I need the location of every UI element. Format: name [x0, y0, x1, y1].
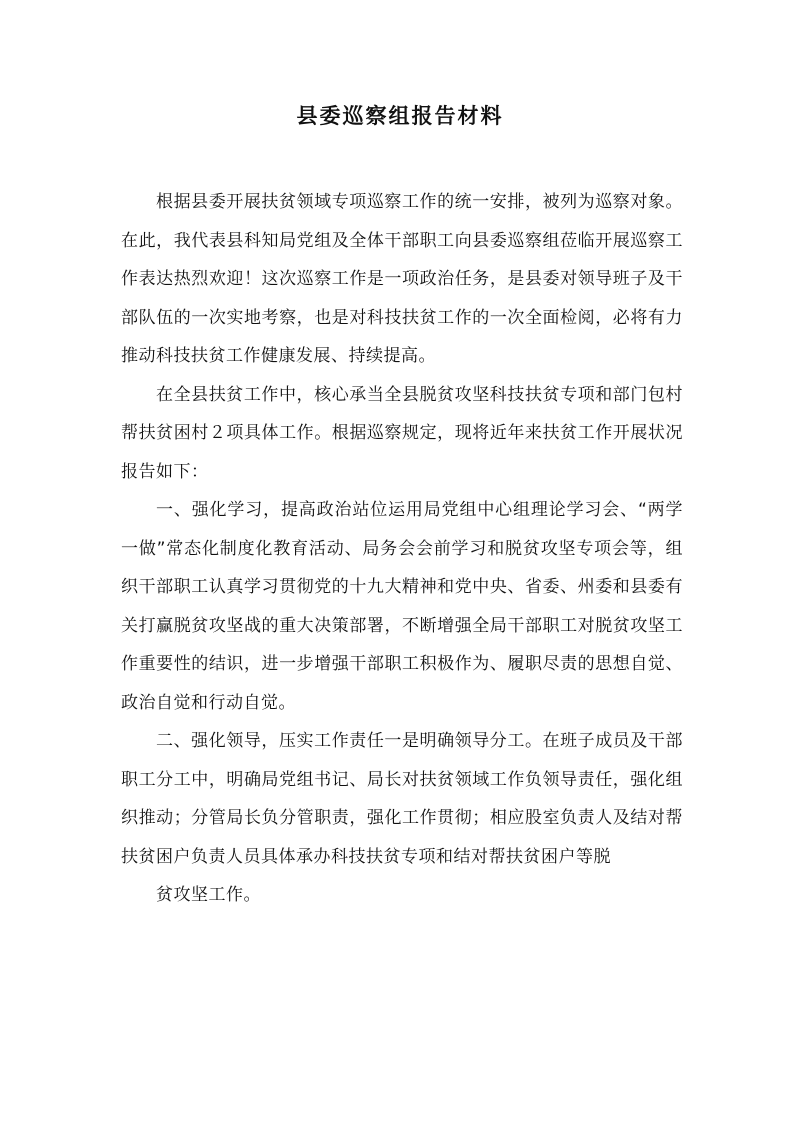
document-body	[121, 183, 683, 915]
paragraph-overview: 在全县扶贫工作中，核心承当全县脱贫攻坚科技扶贫专项和部门包村帮扶贫困村２项具体工作。根据巡察规定，现将近年来扶贫工作开展状况报告如下：	[121, 384, 683, 482]
paragraph-continuation: 贫攻坚工作。	[156, 885, 261, 905]
paragraph-section-two: 二、强化领导，压实工作责任一是明确领导分工。在班子成员及干部职工分工中，明确局党组书记、局长对扶贫领域工作负领导责任，强化组织推动；分管局长负分管职责，强化工作贯彻；相应股室负责人及结对帮扶贫困户负责人员具体承办科技扶贫专项和结对帮扶贫困户等脱	[121, 731, 683, 867]
paragraph-intro: 根据县委开展扶贫领域专项巡察工作的统一安排，被列为巡察对象。在此，我代表县科知局党组及全体干部职工向县委巡察组莅临开展巡察工作表达热烈欢迎！这次巡察工作是一项政治任务，是县委对领导班子及干部队伍的一次实地考察，也是对科技扶贫工作的一次全面检阅，必将有力推动科技扶贫工作健康发展、持续提高。	[121, 192, 683, 366]
paragraph-section-one: 一、强化学习，提高政治站位运用局党组中心组理论学习会、“两学一做”常态化制度化教育活动、局务会会前学习和脱贫攻坚专项会等，组织干部职工认真学习贯彻党的十九大精神和党中央、省委、州委和县委有关打赢脱贫攻坚战的重大决策部署，不断增强全局干部职工对脱贫攻坚工作重要性的结识，进一步增强干部职工积极作为、履职尽责的思想自觉、政治自觉和行动自觉。	[121, 500, 683, 713]
document-title: 县委巡察组报告材料	[296, 104, 504, 128]
